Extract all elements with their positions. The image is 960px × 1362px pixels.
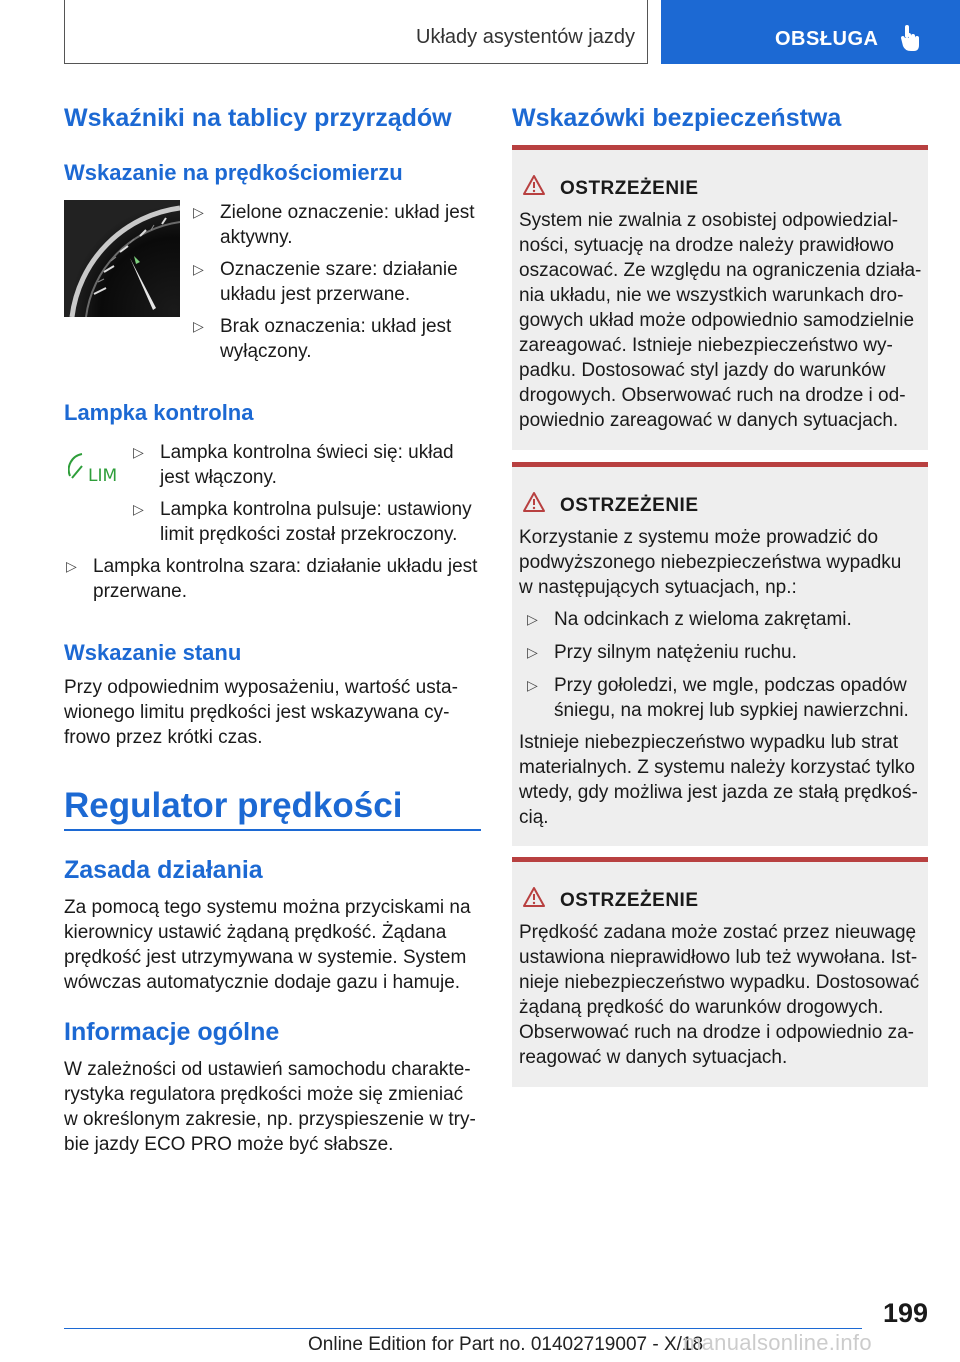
text-line: frowo przez krótki czas.	[64, 727, 263, 748]
text-line: prędkość jest utrzymywana w systemie. System	[64, 947, 467, 968]
text-line: w określonym zakresie, np. przyspieszenie w try-	[64, 1109, 476, 1130]
list-item-text: Przy silnym natężeniu ruchu.	[554, 642, 797, 663]
list-item-text: Lampka kontrolna szara: działanie układu jest	[93, 556, 478, 577]
warning-text	[519, 920, 925, 1070]
heading-indicators: Wskaźniki na tablicy przyrządów	[64, 104, 452, 132]
bullet-triangle-icon: ▷	[527, 611, 538, 627]
text-line: W zależności od ustawień samochodu charakte-	[64, 1059, 471, 1080]
text-line: powiednio zareagować w danych sytuacjach.	[519, 410, 899, 431]
warning-text	[519, 730, 925, 830]
list-item	[193, 257, 483, 307]
text-line: drogowych. Obserwować ruch na drodze i od-	[519, 385, 906, 406]
text-line: gowych układ może odpowiednio samodzielnie	[519, 310, 915, 331]
text-line: System nie zwalnia z osobistej odpowiedzial-	[519, 210, 899, 231]
list-item	[527, 607, 927, 632]
footer-rule	[64, 1328, 862, 1329]
text-line: żądaną prędkość do warunków drogowych.	[519, 997, 884, 1018]
text-line: cią.	[519, 807, 549, 828]
lim-label: LIM	[88, 466, 118, 486]
header-section-title: Układy asystentów jazdy	[416, 26, 635, 48]
text-line: Korzystanie z systemu może prowadzić do	[519, 527, 879, 548]
heading-cruise-control: Regulator prędkości	[64, 786, 403, 825]
text-line: bie jazdy ECO PRO może być słabsze.	[64, 1134, 394, 1155]
text-line: ustawiona nieprawidłowo lub też wywołana. Ist-	[519, 947, 918, 968]
text-line: wówczas automatycznie dodaje gazu i hamuje.	[64, 972, 461, 993]
list-item	[193, 314, 483, 364]
text-line: rystyka regulatora prędkości może się zmieniać	[64, 1084, 464, 1105]
warning-title: OSTRZEŻENIE	[560, 178, 699, 199]
hand-pointer-icon	[899, 24, 921, 52]
text-line: oszacować. Ze względu na ograniczenia działa-	[519, 260, 922, 281]
warning-box	[512, 857, 928, 1087]
list-item-text: Zielone oznaczenie: układ jest	[220, 202, 475, 223]
principle-paragraph	[64, 895, 484, 995]
heading-rule	[64, 829, 481, 831]
list-item-text: układu jest przerwane.	[220, 284, 411, 305]
heading-principle: Zasada działania	[64, 856, 263, 884]
heading-general: Informacje ogólne	[64, 1018, 280, 1046]
bullet-triangle-icon: ▷	[133, 444, 144, 460]
text-line: nia układu, nie we wszystkich warunkach dro-	[519, 285, 904, 306]
list-item-text: Na odcinkach z wieloma zakrętami.	[554, 609, 852, 630]
speedometer-image	[64, 200, 180, 317]
warning-box	[512, 462, 928, 846]
header-tab-label: OBSŁUGA	[775, 28, 879, 50]
text-line: nieje niebezpieczeństwo wypadku. Dostosować	[519, 972, 920, 993]
list-item-text: wyłączony.	[220, 341, 312, 362]
text-line: materialnych. Z systemu należy korzystać tylko	[519, 757, 915, 778]
list-item-text: przerwane.	[93, 581, 187, 602]
warning-triangle-icon	[522, 174, 546, 196]
list-item-text: jest włączony.	[160, 467, 277, 488]
warning-text	[519, 525, 925, 600]
list-item-text: limit prędkości został przekroczony.	[160, 524, 458, 545]
text-line: Obserwować ruch na drodze i odpowiednio za-	[519, 1022, 914, 1043]
bullet-triangle-icon: ▷	[193, 204, 204, 220]
text-line: zareagować. Istnieje niebezpieczeństwo wy-	[519, 335, 893, 356]
footer-watermark: manualsonline.info	[683, 1330, 872, 1355]
text-line: Istnieje niebezpieczeństwo wypadku lub strat	[519, 732, 899, 753]
list-item	[133, 440, 483, 490]
warning-triangle-icon	[522, 491, 546, 513]
heading-safety: Wskazówki bezpieczeństwa	[512, 104, 842, 132]
text-line: w następujących sytuacjach, np.:	[519, 577, 797, 598]
heading-speedometer: Wskazanie na prędkościomierzu	[64, 160, 403, 185]
page-number: 199	[882, 1298, 928, 1328]
warning-box	[512, 145, 928, 450]
list-item-text: Przy gołoledzi, we mgle, podczas opadów	[554, 675, 907, 696]
list-item-text: Lampka kontrolna świeci się: układ	[160, 442, 454, 463]
list-item-text: Oznaczenie szare: działanie	[220, 259, 458, 280]
list-item-text: Brak oznaczenia: układ jest	[220, 316, 452, 337]
list-item	[527, 640, 927, 665]
warning-text	[519, 208, 925, 433]
text-line: Przy odpowiednim wyposażeniu, wartość usta-	[64, 677, 458, 698]
text-line: podwyższonego niebezpieczeństwa wypadku	[519, 552, 902, 573]
list-item	[66, 554, 484, 604]
heading-status: Wskazanie stanu	[64, 640, 242, 665]
warning-title: OSTRZEŻENIE	[560, 495, 699, 516]
list-item	[133, 497, 483, 547]
text-line: ności, sytuację na drodze należy prawidłowo	[519, 235, 894, 256]
list-item	[527, 673, 927, 723]
warning-title: OSTRZEŻENIE	[560, 890, 699, 911]
footer-edition: Online Edition for Part no. 01402719007 - X/18	[308, 1334, 704, 1355]
text-line: reagować w danych sytuacjach.	[519, 1047, 788, 1068]
header-section-box	[64, 0, 648, 64]
list-item	[193, 200, 483, 250]
text-line: kierownicy ustawić żądaną prędkość. Żądana	[64, 922, 447, 943]
list-item-text: Lampka kontrolna pulsuje: ustawiony	[160, 499, 472, 520]
bullet-triangle-icon: ▷	[193, 318, 204, 334]
list-item-text: aktywny.	[220, 227, 293, 248]
bullet-triangle-icon: ▷	[527, 677, 538, 693]
bullet-triangle-icon: ▷	[133, 501, 144, 517]
warning-triangle-icon	[522, 886, 546, 908]
heading-indicator-lamp: Lampka kontrolna	[64, 400, 254, 425]
list-item-text: śniegu, na mokrej lub sypkiej nawierzchni.	[554, 700, 909, 721]
text-line: Prędkość zadana może zostać przez nieuwagę	[519, 922, 917, 943]
header-tab[interactable]	[661, 0, 960, 64]
bullet-triangle-icon: ▷	[193, 261, 204, 277]
bullet-triangle-icon: ▷	[66, 558, 77, 574]
status-paragraph	[64, 675, 484, 750]
text-line: wtedy, gdy możliwa jest jazda ze stałą prędkoś-	[519, 782, 918, 803]
text-line: wionego limitu prędkości jest wskazywana cy-	[64, 702, 450, 723]
text-line: Za pomocą tego systemu można przyciskami na	[64, 897, 471, 918]
bullet-triangle-icon: ▷	[527, 644, 538, 660]
text-line: padku. Dostosować styl jazdy do warunków	[519, 360, 886, 381]
general-paragraph	[64, 1057, 484, 1157]
